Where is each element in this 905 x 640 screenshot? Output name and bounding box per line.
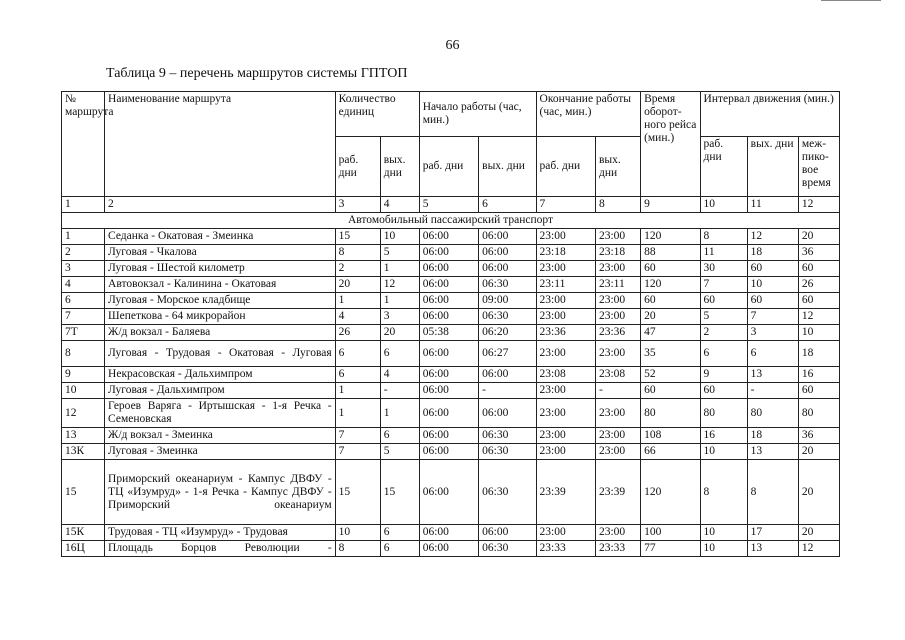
route-value-cell-i-o: 6 xyxy=(747,341,798,367)
route-value-cell-i-w: 60 xyxy=(700,383,747,399)
route-number-cell: 6 xyxy=(62,293,105,309)
scan-edge-line xyxy=(821,0,881,4)
route-value-cell-i-o: 80 xyxy=(747,399,798,428)
route-number-cell: 16Ц xyxy=(62,541,105,557)
route-value-cell-e-w: 23:36 xyxy=(536,325,595,341)
route-value-cell-u-w: 26 xyxy=(335,325,380,341)
route-value-cell-e-o: 23:00 xyxy=(595,261,640,277)
route-value-cell-i-p: 12 xyxy=(798,541,839,557)
route-value-cell-u-o: 1 xyxy=(380,293,419,309)
route-value-cell-i-p: 20 xyxy=(798,525,839,541)
route-value-cell-s-w: 06:00 xyxy=(419,245,478,261)
header-row-top xyxy=(62,92,840,137)
route-value-cell-i-p: 60 xyxy=(798,293,839,309)
route-number-cell: 12 xyxy=(62,399,105,428)
route-value-cell-e-w: 23:00 xyxy=(536,229,595,245)
route-value-cell-turn: 60 xyxy=(641,261,700,277)
route-name-cell: Седанка - Окатовая - Змеинка xyxy=(105,229,336,245)
route-value-cell-turn: 60 xyxy=(641,383,700,399)
header-interval-peak: меж-пико-вое время xyxy=(798,137,839,197)
route-value-cell-u-w: 4 xyxy=(335,309,380,325)
route-value-cell-e-o: 23:39 xyxy=(595,460,640,525)
table-row xyxy=(62,383,840,399)
route-value-cell-s-w: 06:00 xyxy=(419,383,478,399)
route-value-cell-s-o: 06:27 xyxy=(479,341,536,367)
route-value-cell-i-o: 7 xyxy=(747,309,798,325)
route-value-cell-s-o: 06:00 xyxy=(479,399,536,428)
column-number-cell: 8 xyxy=(595,197,640,213)
route-name-cell: Ж/д вокзал - Баляева xyxy=(105,325,336,341)
section-title: Автомобильный пассажирский транспорт xyxy=(62,213,840,229)
route-value-cell-i-w: 10 xyxy=(700,541,747,557)
route-number-cell: 2 xyxy=(62,245,105,261)
column-number-cell: 5 xyxy=(419,197,478,213)
route-value-cell-i-p: 36 xyxy=(798,245,839,261)
route-value-cell-s-w: 06:00 xyxy=(419,541,478,557)
route-value-cell-e-o: 23:00 xyxy=(595,229,640,245)
route-number-cell: 8 xyxy=(62,341,105,367)
route-value-cell-e-o: 23:00 xyxy=(595,293,640,309)
table-row xyxy=(62,261,840,277)
route-value-cell-e-w: 23:00 xyxy=(536,341,595,367)
route-value-cell-u-w: 1 xyxy=(335,399,380,428)
route-value-cell-turn: 108 xyxy=(641,428,700,444)
route-value-cell-i-w: 10 xyxy=(700,525,747,541)
table-row xyxy=(62,245,840,261)
route-value-cell-i-p: 60 xyxy=(798,261,839,277)
route-value-cell-s-w: 06:00 xyxy=(419,229,478,245)
route-value-cell-u-o: 6 xyxy=(380,525,419,541)
route-value-cell-turn: 20 xyxy=(641,309,700,325)
column-number-cell: 12 xyxy=(798,197,839,213)
table-row xyxy=(62,341,840,367)
route-name-cell: Луговая - Морское кладбище xyxy=(105,293,336,309)
route-value-cell-e-o: 23:36 xyxy=(595,325,640,341)
section-row xyxy=(62,213,840,229)
route-name-cell: Некрасовская - Дальхимпром xyxy=(105,367,336,383)
route-value-cell-u-o: 5 xyxy=(380,444,419,460)
table-row xyxy=(62,325,840,341)
route-value-cell-e-w: 23:00 xyxy=(536,293,595,309)
header-start-off: вых. дни xyxy=(479,137,536,197)
column-number-cell: 2 xyxy=(105,197,336,213)
header-route-name: Наименование маршрута xyxy=(105,92,336,197)
header-units-work: раб. дни xyxy=(335,137,380,197)
route-number-cell: 10 xyxy=(62,383,105,399)
route-value-cell-e-w: 23:00 xyxy=(536,261,595,277)
route-value-cell-s-o: 06:00 xyxy=(479,245,536,261)
table-row xyxy=(62,277,840,293)
table-row xyxy=(62,293,840,309)
route-value-cell-e-o: 23:18 xyxy=(595,245,640,261)
route-value-cell-s-w: 06:00 xyxy=(419,261,478,277)
header-start-work: раб. дни xyxy=(419,137,478,197)
route-number-cell: 3 xyxy=(62,261,105,277)
route-value-cell-i-w: 2 xyxy=(700,325,747,341)
column-number-cell: 3 xyxy=(335,197,380,213)
route-value-cell-i-o: 13 xyxy=(747,444,798,460)
route-value-cell-e-w: 23:18 xyxy=(536,245,595,261)
route-number-cell: 9 xyxy=(62,367,105,383)
route-value-cell-turn: 120 xyxy=(641,277,700,293)
route-value-cell-u-w: 8 xyxy=(335,245,380,261)
column-number-cell: 6 xyxy=(479,197,536,213)
route-number-cell: 7 xyxy=(62,309,105,325)
route-value-cell-u-w: 20 xyxy=(335,277,380,293)
column-number-cell: 11 xyxy=(747,197,798,213)
route-value-cell-s-o: 06:00 xyxy=(479,261,536,277)
route-value-cell-u-o: 10 xyxy=(380,229,419,245)
header-end-off: вых. дни xyxy=(595,137,640,197)
route-value-cell-u-w: 7 xyxy=(335,428,380,444)
header-units: Количество единиц xyxy=(335,92,419,137)
route-value-cell-e-w: 23:39 xyxy=(536,460,595,525)
route-value-cell-e-o: - xyxy=(595,383,640,399)
route-value-cell-u-w: 8 xyxy=(335,541,380,557)
route-value-cell-e-w: 23:00 xyxy=(536,444,595,460)
header-end: Окончание работы (час, мин.) xyxy=(536,92,641,137)
route-value-cell-i-w: 11 xyxy=(700,245,747,261)
route-value-cell-e-w: 23:00 xyxy=(536,428,595,444)
route-value-cell-u-w: 1 xyxy=(335,383,380,399)
route-number-cell: 7Т xyxy=(62,325,105,341)
route-value-cell-u-w: 2 xyxy=(335,261,380,277)
route-value-cell-i-p: 18 xyxy=(798,341,839,367)
route-value-cell-u-w: 10 xyxy=(335,525,380,541)
page-number: 66 xyxy=(445,38,460,53)
route-value-cell-e-o: 23:00 xyxy=(595,428,640,444)
table-caption: Таблица 9 – перечень маршрутов системы ГПТОП xyxy=(106,66,408,81)
route-value-cell-s-w: 06:00 xyxy=(419,293,478,309)
route-value-cell-u-o: 5 xyxy=(380,245,419,261)
route-value-cell-s-o: 06:30 xyxy=(479,309,536,325)
route-value-cell-e-o: 23:00 xyxy=(595,444,640,460)
route-value-cell-i-w: 9 xyxy=(700,367,747,383)
route-value-cell-u-o: 12 xyxy=(380,277,419,293)
route-value-cell-i-p: 12 xyxy=(798,309,839,325)
column-number-cell: 4 xyxy=(380,197,419,213)
column-numbers-row xyxy=(62,197,840,213)
route-number-cell: 15 xyxy=(62,460,105,525)
route-value-cell-turn: 66 xyxy=(641,444,700,460)
header-start: Начало работы (час, мин.) xyxy=(419,92,536,137)
route-value-cell-u-o: 1 xyxy=(380,261,419,277)
column-number-cell: 7 xyxy=(536,197,595,213)
route-value-cell-turn: 77 xyxy=(641,541,700,557)
route-value-cell-u-o: - xyxy=(380,383,419,399)
route-value-cell-u-o: 3 xyxy=(380,309,419,325)
route-value-cell-e-o: 23:08 xyxy=(595,367,640,383)
route-value-cell-u-o: 6 xyxy=(380,428,419,444)
route-value-cell-s-o: 06:30 xyxy=(479,541,536,557)
table-row xyxy=(62,444,840,460)
route-value-cell-i-p: 26 xyxy=(798,277,839,293)
route-value-cell-e-o: 23:00 xyxy=(595,399,640,428)
route-value-cell-i-w: 5 xyxy=(700,309,747,325)
routes-table xyxy=(61,91,840,557)
route-value-cell-e-o: 23:00 xyxy=(595,525,640,541)
route-value-cell-i-o: 18 xyxy=(747,245,798,261)
route-value-cell-i-o: 13 xyxy=(747,367,798,383)
table-row xyxy=(62,460,840,525)
route-value-cell-u-o: 15 xyxy=(380,460,419,525)
route-value-cell-s-o: 06:00 xyxy=(479,525,536,541)
header-end-work: раб. дни xyxy=(536,137,595,197)
table-row xyxy=(62,525,840,541)
route-value-cell-s-w: 06:00 xyxy=(419,277,478,293)
route-value-cell-turn: 47 xyxy=(641,325,700,341)
column-number-cell: 10 xyxy=(700,197,747,213)
route-value-cell-s-o: 09:00 xyxy=(479,293,536,309)
route-value-cell-i-p: 20 xyxy=(798,460,839,525)
route-value-cell-u-w: 6 xyxy=(335,367,380,383)
route-value-cell-i-o: 60 xyxy=(747,261,798,277)
route-value-cell-s-w: 06:00 xyxy=(419,367,478,383)
route-value-cell-i-p: 60 xyxy=(798,383,839,399)
route-value-cell-turn: 52 xyxy=(641,367,700,383)
route-value-cell-s-o: 06:30 xyxy=(479,428,536,444)
route-value-cell-e-o: 23:11 xyxy=(595,277,640,293)
route-value-cell-i-o: 60 xyxy=(747,293,798,309)
route-value-cell-e-o: 23:00 xyxy=(595,309,640,325)
route-name-cell: Шепеткова - 64 микрорайон xyxy=(105,309,336,325)
route-value-cell-u-o: 6 xyxy=(380,341,419,367)
route-value-cell-s-o: 06:30 xyxy=(479,460,536,525)
route-value-cell-i-w: 80 xyxy=(700,399,747,428)
route-value-cell-u-o: 6 xyxy=(380,541,419,557)
route-value-cell-turn: 120 xyxy=(641,229,700,245)
route-value-cell-i-w: 6 xyxy=(700,341,747,367)
route-value-cell-i-w: 16 xyxy=(700,428,747,444)
route-value-cell-u-o: 20 xyxy=(380,325,419,341)
route-value-cell-u-o: 4 xyxy=(380,367,419,383)
table-row xyxy=(62,309,840,325)
route-value-cell-e-o: 23:33 xyxy=(595,541,640,557)
route-value-cell-i-o: 8 xyxy=(747,460,798,525)
header-interval-off: вых. дни xyxy=(747,137,798,197)
route-value-cell-s-w: 06:00 xyxy=(419,428,478,444)
table-row xyxy=(62,229,840,245)
route-value-cell-turn: 60 xyxy=(641,293,700,309)
header-turnover: Время оборот-ного рейса (мин.) xyxy=(641,92,700,197)
route-value-cell-i-w: 7 xyxy=(700,277,747,293)
column-number-cell: 1 xyxy=(62,197,105,213)
route-value-cell-i-p: 20 xyxy=(798,444,839,460)
route-value-cell-s-o: 06:00 xyxy=(479,229,536,245)
route-value-cell-u-w: 15 xyxy=(335,460,380,525)
header-route-number: № маршрута xyxy=(62,92,105,197)
route-value-cell-u-w: 7 xyxy=(335,444,380,460)
route-value-cell-u-w: 1 xyxy=(335,293,380,309)
table-row xyxy=(62,428,840,444)
route-value-cell-u-o: 1 xyxy=(380,399,419,428)
column-number-cell: 9 xyxy=(641,197,700,213)
route-value-cell-i-o: 10 xyxy=(747,277,798,293)
route-number-cell: 4 xyxy=(62,277,105,293)
route-value-cell-e-w: 23:08 xyxy=(536,367,595,383)
route-value-cell-s-w: 05:38 xyxy=(419,325,478,341)
route-value-cell-i-p: 36 xyxy=(798,428,839,444)
route-value-cell-i-o: - xyxy=(747,383,798,399)
route-value-cell-u-w: 15 xyxy=(335,229,380,245)
route-value-cell-e-w: 23:00 xyxy=(536,309,595,325)
route-value-cell-e-w: 23:00 xyxy=(536,383,595,399)
route-value-cell-i-w: 8 xyxy=(700,229,747,245)
route-value-cell-s-w: 06:00 xyxy=(419,341,478,367)
route-value-cell-turn: 100 xyxy=(641,525,700,541)
route-value-cell-i-o: 18 xyxy=(747,428,798,444)
route-value-cell-s-w: 06:00 xyxy=(419,525,478,541)
route-value-cell-i-o: 13 xyxy=(747,541,798,557)
route-name-cell: Луговая - Трудовая - Окатовая - Луговая xyxy=(105,341,336,367)
route-value-cell-turn: 120 xyxy=(641,460,700,525)
route-number-cell: 15К xyxy=(62,525,105,541)
route-value-cell-i-o: 12 xyxy=(747,229,798,245)
route-value-cell-i-w: 60 xyxy=(700,293,747,309)
route-value-cell-i-w: 8 xyxy=(700,460,747,525)
route-name-cell: Луговая - Дальхимпром xyxy=(105,383,336,399)
header-units-off: вых. дни xyxy=(380,137,419,197)
route-value-cell-i-w: 10 xyxy=(700,444,747,460)
route-name-cell: Трудовая - ТЦ «Изумруд» - Трудовая xyxy=(105,525,336,541)
route-value-cell-i-p: 80 xyxy=(798,399,839,428)
route-value-cell-turn: 35 xyxy=(641,341,700,367)
route-name-cell: Автовокзал - Калинина - Окатовая xyxy=(105,277,336,293)
route-number-cell: 13К xyxy=(62,444,105,460)
route-name-cell: Луговая - Шестой километр xyxy=(105,261,336,277)
route-name-cell: Луговая - Змеинка xyxy=(105,444,336,460)
route-name-cell: Площадь Борцов Революции - xyxy=(105,541,336,557)
table-row xyxy=(62,367,840,383)
route-value-cell-e-w: 23:00 xyxy=(536,525,595,541)
route-value-cell-s-o: 06:30 xyxy=(479,277,536,293)
route-value-cell-i-w: 30 xyxy=(700,261,747,277)
route-value-cell-turn: 88 xyxy=(641,245,700,261)
route-value-cell-s-w: 06:00 xyxy=(419,444,478,460)
route-name-cell: Приморский океанариум - Кампус ДВФУ - ТЦ «Изумруд» - 1-я Речка - Кампус ДВФУ - Приморский океанариум xyxy=(105,460,336,525)
route-value-cell-i-o: 17 xyxy=(747,525,798,541)
route-value-cell-s-w: 06:00 xyxy=(419,399,478,428)
header-interval: Интервал движения (мин.) xyxy=(700,92,839,137)
route-value-cell-s-w: 06:00 xyxy=(419,309,478,325)
route-value-cell-e-w: 23:11 xyxy=(536,277,595,293)
route-value-cell-i-p: 16 xyxy=(798,367,839,383)
route-value-cell-i-o: 3 xyxy=(747,325,798,341)
route-value-cell-e-w: 23:33 xyxy=(536,541,595,557)
route-value-cell-s-o: 06:00 xyxy=(479,367,536,383)
route-name-cell: Героев Варяга - Иртышская - 1-я Речка - Семеновская xyxy=(105,399,336,428)
header-interval-work: раб. дни xyxy=(700,137,747,197)
route-value-cell-u-w: 6 xyxy=(335,341,380,367)
route-value-cell-i-p: 20 xyxy=(798,229,839,245)
route-value-cell-turn: 80 xyxy=(641,399,700,428)
route-name-cell: Ж/д вокзал - Змеинка xyxy=(105,428,336,444)
route-value-cell-e-w: 23:00 xyxy=(536,399,595,428)
route-value-cell-s-o: - xyxy=(479,383,536,399)
route-value-cell-s-o: 06:30 xyxy=(479,444,536,460)
route-value-cell-s-w: 06:00 xyxy=(419,460,478,525)
route-value-cell-i-p: 10 xyxy=(798,325,839,341)
route-name-cell: Луговая - Чкалова xyxy=(105,245,336,261)
table-row xyxy=(62,399,840,428)
route-number-cell: 1 xyxy=(62,229,105,245)
table-row xyxy=(62,541,840,557)
route-value-cell-s-o: 06:20 xyxy=(479,325,536,341)
route-number-cell: 13 xyxy=(62,428,105,444)
route-value-cell-e-o: 23:00 xyxy=(595,341,640,367)
